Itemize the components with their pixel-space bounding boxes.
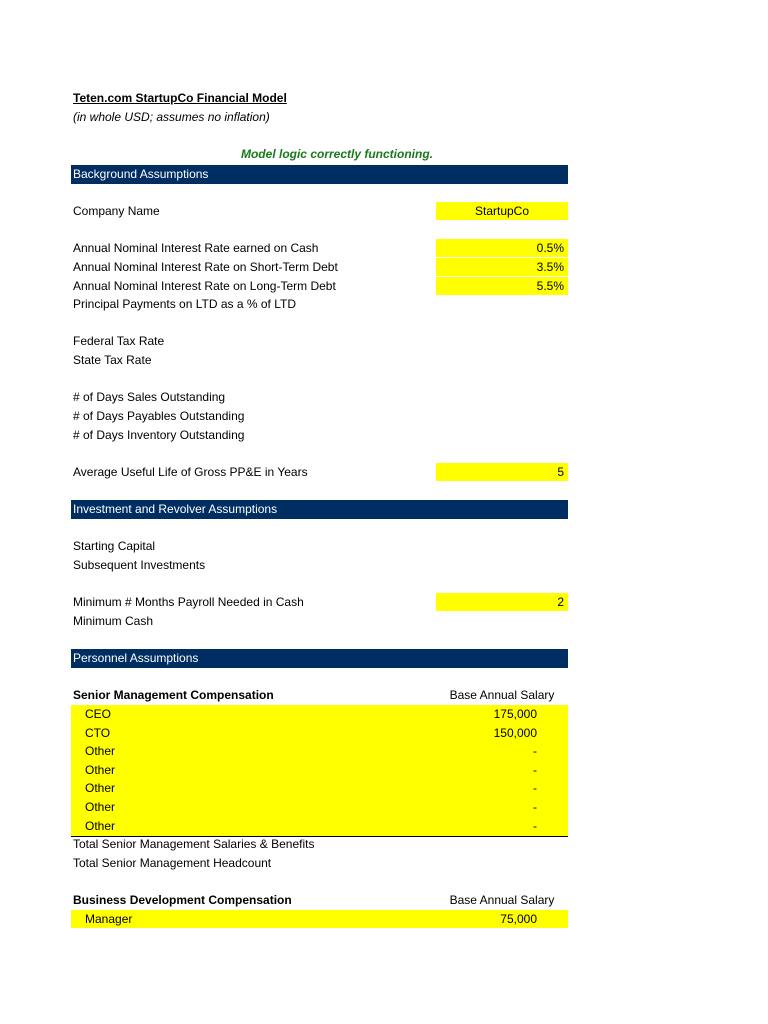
interest-std-label: Annual Nominal Interest Rate on Short-Term Debt <box>73 260 338 274</box>
senior-role-salary[interactable]: - <box>533 762 537 777</box>
senior-salary-column-header: Base Annual Salary <box>449 688 555 702</box>
interest-std-input[interactable]: 3.5% <box>436 258 568 276</box>
section-header-background: Background Assumptions <box>71 165 568 184</box>
bizdev-salary-column-header: Base Annual Salary <box>449 893 555 907</box>
senior-role-name[interactable]: CEO <box>85 707 112 721</box>
senior-role-salary[interactable]: - <box>533 781 537 796</box>
principal-payments-label: Principal Payments on LTD as a % of LTD <box>73 297 296 311</box>
senior-role-salary[interactable]: - <box>533 744 537 759</box>
interest-ltd-label: Annual Nominal Interest Rate on Long-Term Debt <box>73 279 336 293</box>
interest-cash-input[interactable]: 0.5% <box>436 239 568 257</box>
min-months-payroll-label: Minimum # Months Payroll Needed in Cash <box>73 595 304 609</box>
senior-role-name[interactable]: Other <box>85 781 116 796</box>
min-months-payroll-input[interactable]: 2 <box>436 593 568 611</box>
total-senior-salaries-label: Total Senior Management Salaries & Benefits <box>73 837 315 851</box>
interest-cash-label: Annual Nominal Interest Rate earned on Cash <box>73 241 319 255</box>
dso-label: # of Days Sales Outstanding <box>73 390 226 404</box>
page-title: Teten.com StartupCo Financial Model <box>73 91 287 105</box>
bizdev-role-salary[interactable]: 75,000 <box>500 912 537 926</box>
senior-role-salary[interactable]: 150,000 <box>493 725 537 740</box>
senior-role-name[interactable]: CTO <box>85 725 111 740</box>
section-header-personnel: Personnel Assumptions <box>71 649 568 668</box>
company-name-input[interactable]: StartupCo <box>436 202 568 220</box>
interest-ltd-input[interactable]: 5.5% <box>436 277 568 295</box>
senior-role-salary[interactable]: - <box>533 800 537 814</box>
state-tax-label: State Tax Rate <box>73 353 152 367</box>
useful-life-input[interactable]: 5 <box>436 463 568 481</box>
senior-role-salary[interactable]: 175,000 <box>493 707 537 721</box>
senior-mgmt-heading: Senior Management Compensation <box>73 688 274 702</box>
section-header-investment: Investment and Revolver Assumptions <box>71 500 568 519</box>
senior-role-name[interactable]: Other <box>85 818 116 833</box>
senior-role-name[interactable]: Other <box>85 762 116 777</box>
page-subtitle: (in whole USD; assumes no inflation) <box>73 110 270 124</box>
subsequent-investments-label: Subsequent Investments <box>73 558 206 572</box>
bizdev-role-name[interactable]: Manager <box>85 912 133 926</box>
useful-life-label: Average Useful Life of Gross PP&E in Years <box>73 465 308 479</box>
bizdev-heading: Business Development Compensation <box>73 893 292 907</box>
senior-role-name[interactable]: Other <box>85 800 116 814</box>
senior-role-salary[interactable]: - <box>533 818 537 833</box>
dpo-label: # of Days Payables Outstanding <box>73 409 245 423</box>
dio-label: # of Days Inventory Outstanding <box>73 428 245 442</box>
company-name-label: Company Name <box>73 204 160 218</box>
starting-capital-label: Starting Capital <box>73 539 156 553</box>
total-senior-headcount-label: Total Senior Management Headcount <box>73 856 272 870</box>
senior-role-name[interactable]: Other <box>85 744 116 759</box>
federal-tax-label: Federal Tax Rate <box>73 334 165 348</box>
minimum-cash-label: Minimum Cash <box>73 614 154 628</box>
model-status: Model logic correctly functioning. <box>240 147 433 161</box>
